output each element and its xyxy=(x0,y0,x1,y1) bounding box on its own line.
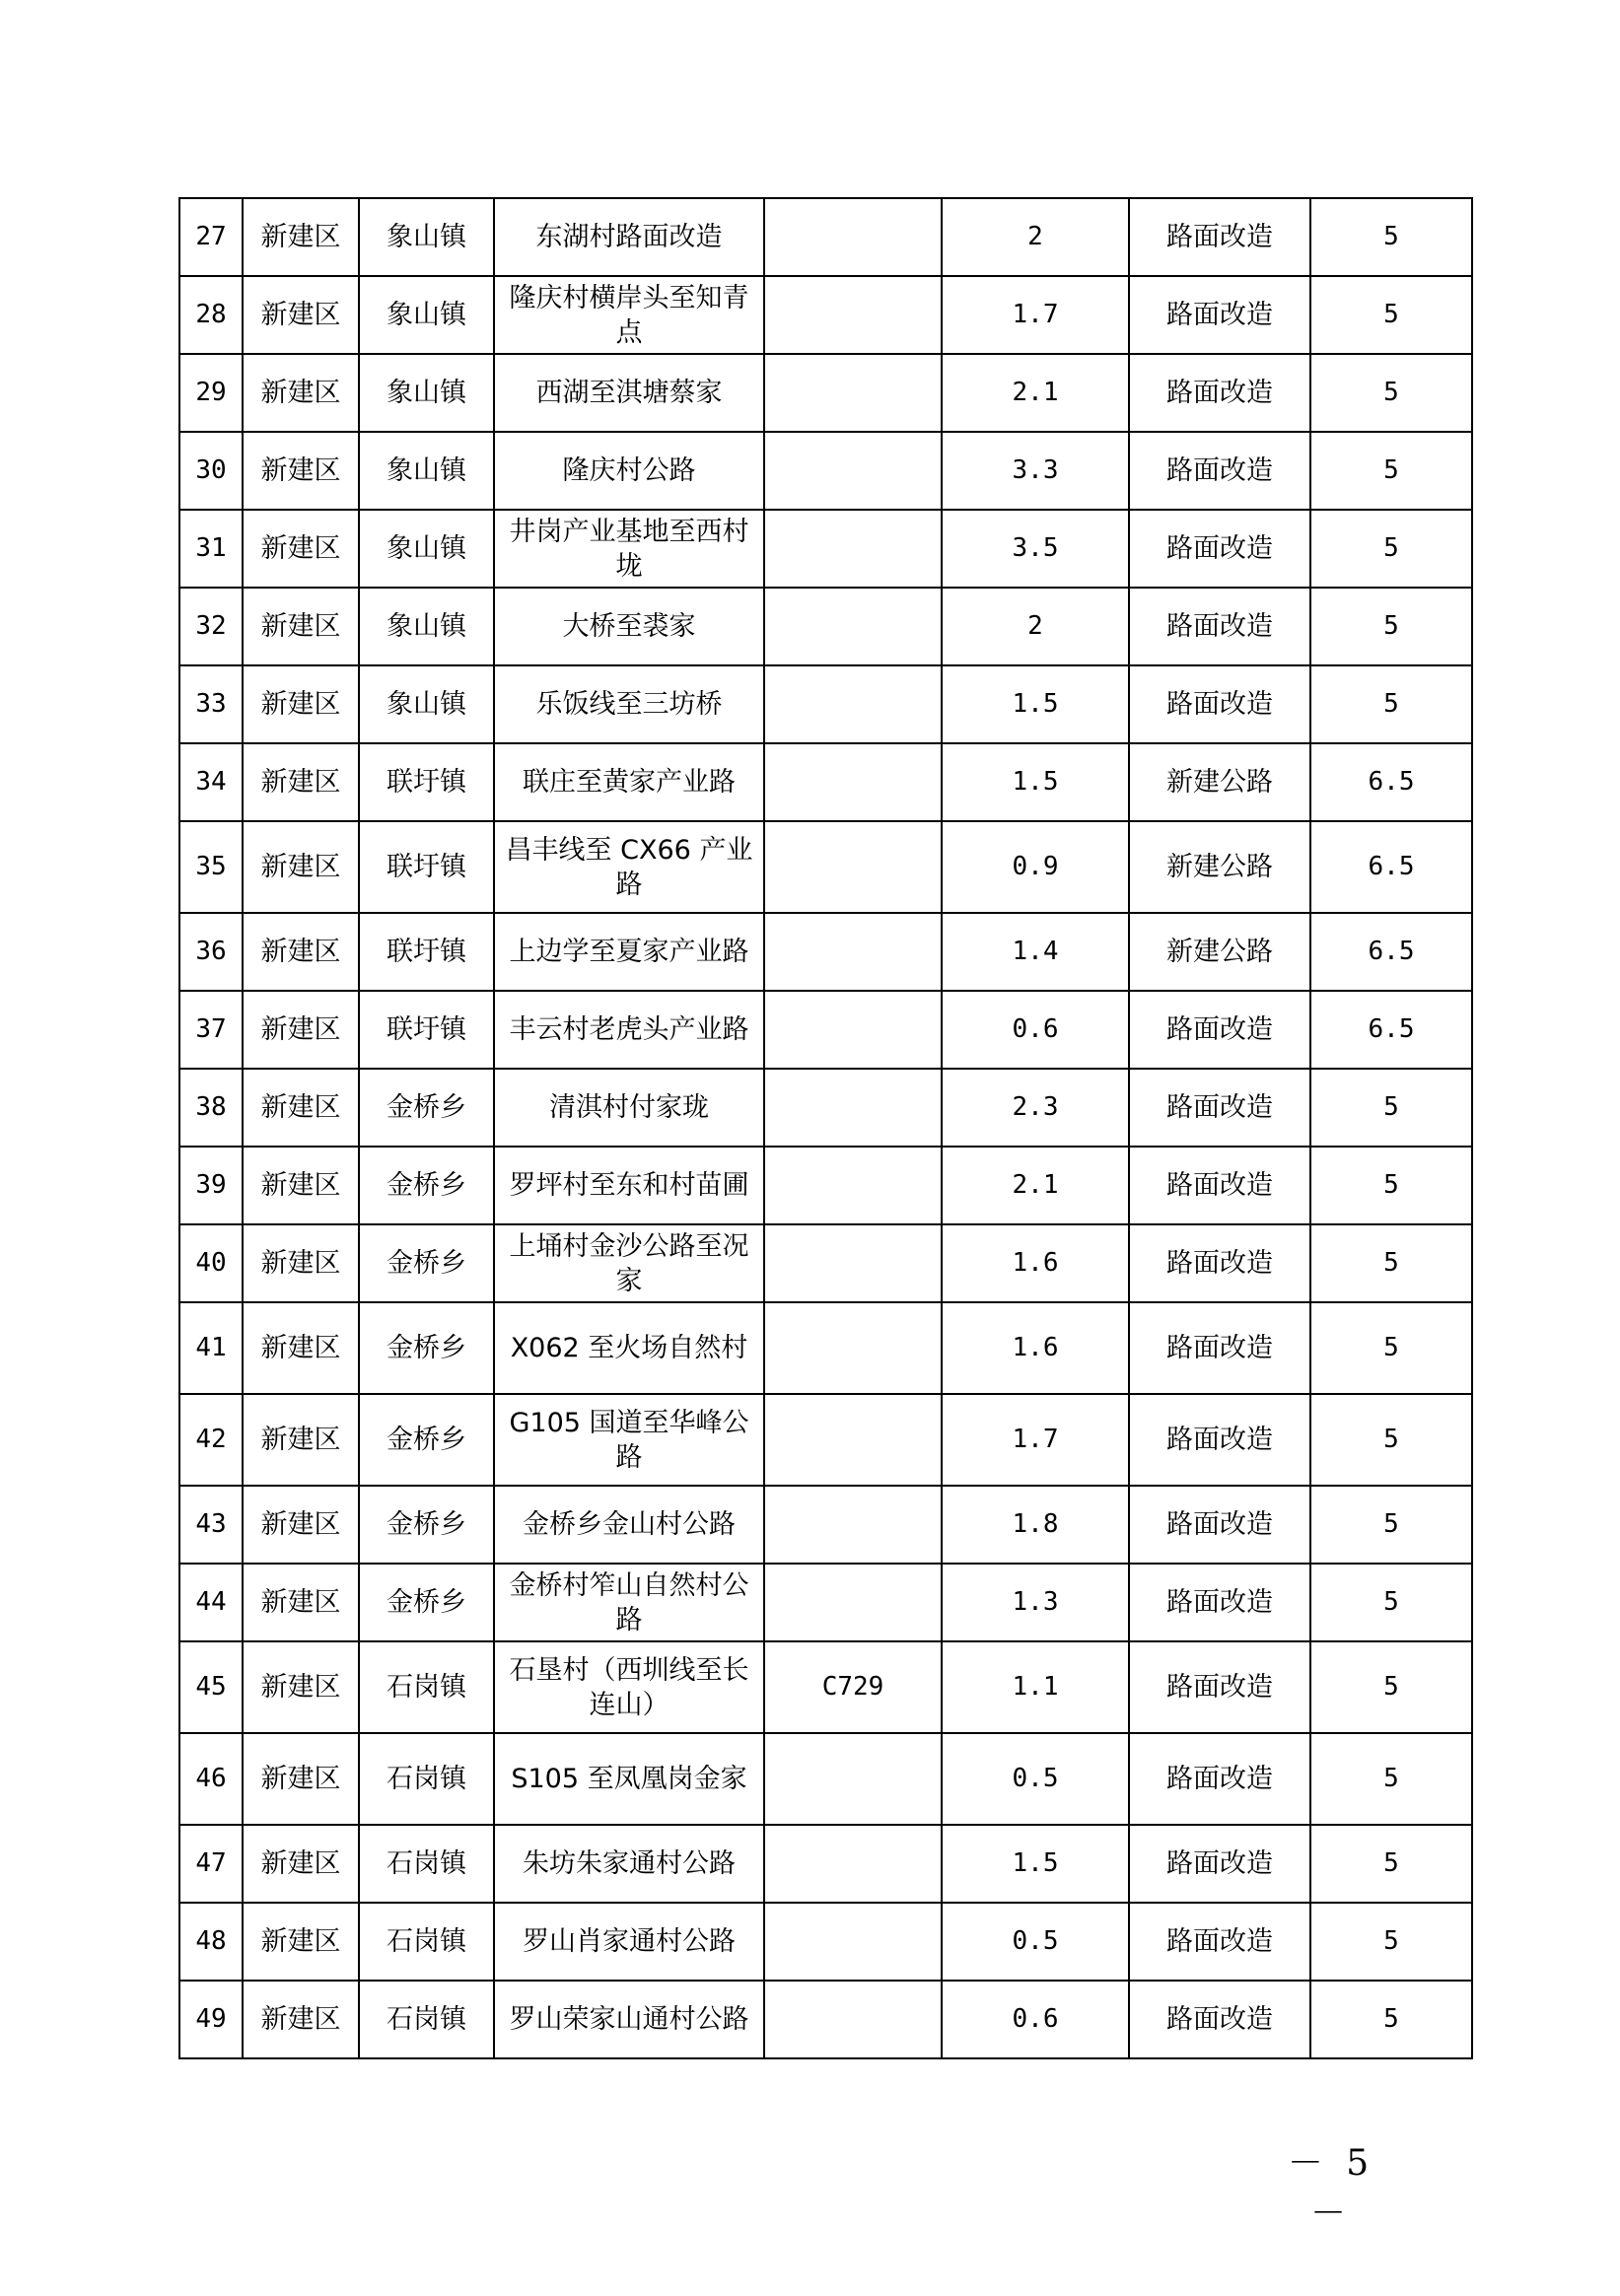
cell-project-name: 隆庆村公路 xyxy=(494,432,764,510)
cell-length: 2.3 xyxy=(942,1069,1129,1147)
cell-district: 新建区 xyxy=(243,588,359,665)
cell-index: 45 xyxy=(179,1641,243,1733)
cell-road-code xyxy=(764,432,942,510)
cell-index: 33 xyxy=(179,665,243,743)
table-row xyxy=(179,821,1472,913)
cell-district: 新建区 xyxy=(243,1069,359,1147)
cell-district: 新建区 xyxy=(243,1641,359,1733)
cell-project-name: 罗坪村至东和村苗圃 xyxy=(494,1147,764,1224)
cell-amount: 5 xyxy=(1310,432,1472,510)
cell-length: 1.6 xyxy=(942,1302,1129,1394)
cell-index: 38 xyxy=(179,1069,243,1147)
cell-project-name: 联庄至黄家产业路 xyxy=(494,743,764,821)
table-row xyxy=(179,1394,1472,1486)
table-row xyxy=(179,991,1472,1069)
cell-project-name: 清淇村付家珑 xyxy=(494,1069,764,1147)
cell-road-code: C729 xyxy=(764,1641,942,1733)
cell-town: 象山镇 xyxy=(359,276,494,354)
cell-amount: 6.5 xyxy=(1310,991,1472,1069)
cell-project-name: 乐饭线至三坊桥 xyxy=(494,665,764,743)
cell-road-code xyxy=(764,1564,942,1641)
cell-town: 象山镇 xyxy=(359,354,494,432)
cell-town: 联圩镇 xyxy=(359,743,494,821)
table-row xyxy=(179,1302,1472,1394)
cell-town: 金桥乡 xyxy=(359,1069,494,1147)
cell-construction-type: 路面改造 xyxy=(1129,1394,1310,1486)
cell-town: 金桥乡 xyxy=(359,1147,494,1224)
cell-town: 金桥乡 xyxy=(359,1224,494,1302)
cell-district: 新建区 xyxy=(243,1825,359,1903)
cell-road-code xyxy=(764,1147,942,1224)
cell-index: 37 xyxy=(179,991,243,1069)
cell-construction-type: 路面改造 xyxy=(1129,1903,1310,1981)
cell-project-name: 罗山肖家通村公路 xyxy=(494,1903,764,1981)
cell-amount: 5 xyxy=(1310,588,1472,665)
cell-town: 象山镇 xyxy=(359,665,494,743)
table-row xyxy=(179,1486,1472,1564)
cell-length: 0.5 xyxy=(942,1733,1129,1825)
cell-amount: 5 xyxy=(1310,1641,1472,1733)
table-row xyxy=(179,1903,1472,1981)
cell-length: 3.3 xyxy=(942,432,1129,510)
cell-project-name: G105 国道至华峰公路 xyxy=(494,1394,764,1486)
cell-district: 新建区 xyxy=(243,991,359,1069)
cell-road-code xyxy=(764,821,942,913)
cell-amount: 5 xyxy=(1310,1825,1472,1903)
cell-index: 27 xyxy=(179,198,243,276)
cell-construction-type: 路面改造 xyxy=(1129,1069,1310,1147)
cell-length: 2 xyxy=(942,198,1129,276)
cell-town: 联圩镇 xyxy=(359,991,494,1069)
cell-index: 47 xyxy=(179,1825,243,1903)
cell-amount: 5 xyxy=(1310,1733,1472,1825)
cell-construction-type: 路面改造 xyxy=(1129,354,1310,432)
cell-road-code xyxy=(764,913,942,991)
cell-amount: 5 xyxy=(1310,354,1472,432)
cell-construction-type: 路面改造 xyxy=(1129,1564,1310,1641)
cell-amount: 6.5 xyxy=(1310,743,1472,821)
table-row xyxy=(179,1069,1472,1147)
cell-length: 0.6 xyxy=(942,991,1129,1069)
cell-amount: 5 xyxy=(1310,1486,1472,1564)
cell-district: 新建区 xyxy=(243,276,359,354)
cell-index: 43 xyxy=(179,1486,243,1564)
cell-town: 石岗镇 xyxy=(359,1825,494,1903)
cell-amount: 5 xyxy=(1310,1302,1472,1394)
cell-project-name: 东湖村路面改造 xyxy=(494,198,764,276)
cell-town: 石岗镇 xyxy=(359,1981,494,2058)
cell-project-name: 上埇村金沙公路至况家 xyxy=(494,1224,764,1302)
cell-construction-type: 路面改造 xyxy=(1129,665,1310,743)
cell-district: 新建区 xyxy=(243,1903,359,1981)
cell-project-name: 丰云村老虎头产业路 xyxy=(494,991,764,1069)
cell-town: 金桥乡 xyxy=(359,1394,494,1486)
cell-construction-type: 路面改造 xyxy=(1129,991,1310,1069)
cell-construction-type: 路面改造 xyxy=(1129,276,1310,354)
cell-district: 新建区 xyxy=(243,1394,359,1486)
road-project-table xyxy=(178,197,1473,2059)
cell-construction-type: 新建公路 xyxy=(1129,821,1310,913)
cell-index: 42 xyxy=(179,1394,243,1486)
cell-construction-type: 路面改造 xyxy=(1129,1825,1310,1903)
cell-length: 1.1 xyxy=(942,1641,1129,1733)
cell-construction-type: 路面改造 xyxy=(1129,1302,1310,1394)
cell-town: 金桥乡 xyxy=(359,1486,494,1564)
cell-town: 金桥乡 xyxy=(359,1564,494,1641)
table-row xyxy=(179,913,1472,991)
cell-district: 新建区 xyxy=(243,821,359,913)
cell-length: 1.5 xyxy=(942,743,1129,821)
cell-district: 新建区 xyxy=(243,432,359,510)
cell-length: 1.7 xyxy=(942,1394,1129,1486)
cell-road-code xyxy=(764,198,942,276)
cell-length: 1.4 xyxy=(942,913,1129,991)
cell-index: 28 xyxy=(179,276,243,354)
cell-district: 新建区 xyxy=(243,354,359,432)
cell-project-name: 昌丰线至 CX66 产业路 xyxy=(494,821,764,913)
cell-project-name: 罗山荣家山通村公路 xyxy=(494,1981,764,2058)
table-row xyxy=(179,588,1472,665)
cell-length: 2.1 xyxy=(942,1147,1129,1224)
cell-road-code xyxy=(764,1394,942,1486)
cell-index: 36 xyxy=(179,913,243,991)
cell-index: 44 xyxy=(179,1564,243,1641)
cell-index: 31 xyxy=(179,510,243,588)
cell-length: 2 xyxy=(942,588,1129,665)
cell-road-code xyxy=(764,665,942,743)
table-row xyxy=(179,1981,1472,2058)
cell-road-code xyxy=(764,1486,942,1564)
cell-district: 新建区 xyxy=(243,510,359,588)
cell-amount: 5 xyxy=(1310,665,1472,743)
page-number: － 5 － xyxy=(1287,2143,1375,2234)
cell-construction-type: 路面改造 xyxy=(1129,510,1310,588)
cell-construction-type: 路面改造 xyxy=(1129,1733,1310,1825)
cell-length: 1.5 xyxy=(942,1825,1129,1903)
cell-construction-type: 新建公路 xyxy=(1129,743,1310,821)
table-row xyxy=(179,1224,1472,1302)
cell-town: 象山镇 xyxy=(359,432,494,510)
cell-index: 49 xyxy=(179,1981,243,2058)
table-row xyxy=(179,1641,1472,1733)
cell-construction-type: 路面改造 xyxy=(1129,588,1310,665)
cell-road-code xyxy=(764,743,942,821)
cell-amount: 5 xyxy=(1310,1069,1472,1147)
cell-road-code xyxy=(764,510,942,588)
cell-amount: 5 xyxy=(1310,1981,1472,2058)
cell-road-code xyxy=(764,588,942,665)
cell-district: 新建区 xyxy=(243,1147,359,1224)
cell-amount: 6.5 xyxy=(1310,913,1472,991)
cell-town: 象山镇 xyxy=(359,588,494,665)
cell-construction-type: 路面改造 xyxy=(1129,1224,1310,1302)
cell-construction-type: 路面改造 xyxy=(1129,1147,1310,1224)
cell-index: 29 xyxy=(179,354,243,432)
table-row xyxy=(179,510,1472,588)
table-row xyxy=(179,1564,1472,1641)
cell-construction-type: 路面改造 xyxy=(1129,198,1310,276)
cell-town: 石岗镇 xyxy=(359,1641,494,1733)
cell-amount: 5 xyxy=(1310,1394,1472,1486)
cell-district: 新建区 xyxy=(243,198,359,276)
cell-length: 2.1 xyxy=(942,354,1129,432)
cell-road-code xyxy=(764,1733,942,1825)
cell-construction-type: 新建公路 xyxy=(1129,913,1310,991)
cell-road-code xyxy=(764,1981,942,2058)
cell-index: 34 xyxy=(179,743,243,821)
cell-amount: 5 xyxy=(1310,1903,1472,1981)
cell-project-name: 隆庆村横岸头至知青点 xyxy=(494,276,764,354)
cell-project-name: 朱坊朱家通村公路 xyxy=(494,1825,764,1903)
cell-district: 新建区 xyxy=(243,1981,359,2058)
cell-index: 40 xyxy=(179,1224,243,1302)
cell-amount: 5 xyxy=(1310,276,1472,354)
cell-amount: 5 xyxy=(1310,1564,1472,1641)
cell-length: 0.6 xyxy=(942,1981,1129,2058)
cell-project-name: 上边学至夏家产业路 xyxy=(494,913,764,991)
cell-index: 39 xyxy=(179,1147,243,1224)
cell-index: 48 xyxy=(179,1903,243,1981)
cell-road-code xyxy=(764,1069,942,1147)
cell-construction-type: 路面改造 xyxy=(1129,432,1310,510)
cell-road-code xyxy=(764,1302,942,1394)
cell-length: 1.6 xyxy=(942,1224,1129,1302)
cell-project-name: S105 至凤凰岗金家 xyxy=(494,1733,764,1825)
cell-index: 46 xyxy=(179,1733,243,1825)
cell-amount: 5 xyxy=(1310,198,1472,276)
cell-project-name: 石垦村（西圳线至长连山） xyxy=(494,1641,764,1733)
cell-district: 新建区 xyxy=(243,1224,359,1302)
cell-length: 0.9 xyxy=(942,821,1129,913)
cell-road-code xyxy=(764,354,942,432)
cell-amount: 6.5 xyxy=(1310,821,1472,913)
cell-district: 新建区 xyxy=(243,1486,359,1564)
cell-project-name: X062 至火场自然村 xyxy=(494,1302,764,1394)
table-row xyxy=(179,432,1472,510)
cell-town: 联圩镇 xyxy=(359,913,494,991)
cell-district: 新建区 xyxy=(243,1564,359,1641)
cell-road-code xyxy=(764,1903,942,1981)
cell-road-code xyxy=(764,991,942,1069)
cell-project-name: 西湖至淇塘蔡家 xyxy=(494,354,764,432)
cell-index: 35 xyxy=(179,821,243,913)
cell-project-name: 大桥至裘家 xyxy=(494,588,764,665)
cell-district: 新建区 xyxy=(243,913,359,991)
cell-length: 3.5 xyxy=(942,510,1129,588)
table-row xyxy=(179,743,1472,821)
cell-town: 石岗镇 xyxy=(359,1903,494,1981)
cell-length: 1.5 xyxy=(942,665,1129,743)
cell-index: 32 xyxy=(179,588,243,665)
table-body xyxy=(179,198,1472,2058)
cell-project-name: 井岗产业基地至西村垅 xyxy=(494,510,764,588)
cell-district: 新建区 xyxy=(243,743,359,821)
table-row xyxy=(179,276,1472,354)
cell-length: 1.7 xyxy=(942,276,1129,354)
cell-index: 41 xyxy=(179,1302,243,1394)
cell-construction-type: 路面改造 xyxy=(1129,1981,1310,2058)
cell-town: 联圩镇 xyxy=(359,821,494,913)
table-row xyxy=(179,1147,1472,1224)
cell-index: 30 xyxy=(179,432,243,510)
cell-length: 1.3 xyxy=(942,1564,1129,1641)
cell-road-code xyxy=(764,1224,942,1302)
cell-road-code xyxy=(764,1825,942,1903)
cell-amount: 5 xyxy=(1310,1147,1472,1224)
table-row xyxy=(179,665,1472,743)
cell-construction-type: 路面改造 xyxy=(1129,1486,1310,1564)
cell-construction-type: 路面改造 xyxy=(1129,1641,1310,1733)
cell-town: 象山镇 xyxy=(359,510,494,588)
table-row xyxy=(179,354,1472,432)
cell-road-code xyxy=(764,276,942,354)
cell-length: 0.5 xyxy=(942,1903,1129,1981)
cell-amount: 5 xyxy=(1310,510,1472,588)
cell-town: 象山镇 xyxy=(359,198,494,276)
cell-project-name: 金桥村笮山自然村公路 xyxy=(494,1564,764,1641)
table-row xyxy=(179,198,1472,276)
cell-district: 新建区 xyxy=(243,665,359,743)
table-row xyxy=(179,1733,1472,1825)
cell-project-name: 金桥乡金山村公路 xyxy=(494,1486,764,1564)
cell-district: 新建区 xyxy=(243,1733,359,1825)
cell-length: 1.8 xyxy=(942,1486,1129,1564)
cell-town: 金桥乡 xyxy=(359,1302,494,1394)
cell-amount: 5 xyxy=(1310,1224,1472,1302)
cell-district: 新建区 xyxy=(243,1302,359,1394)
cell-town: 石岗镇 xyxy=(359,1733,494,1825)
table-row xyxy=(179,1825,1472,1903)
